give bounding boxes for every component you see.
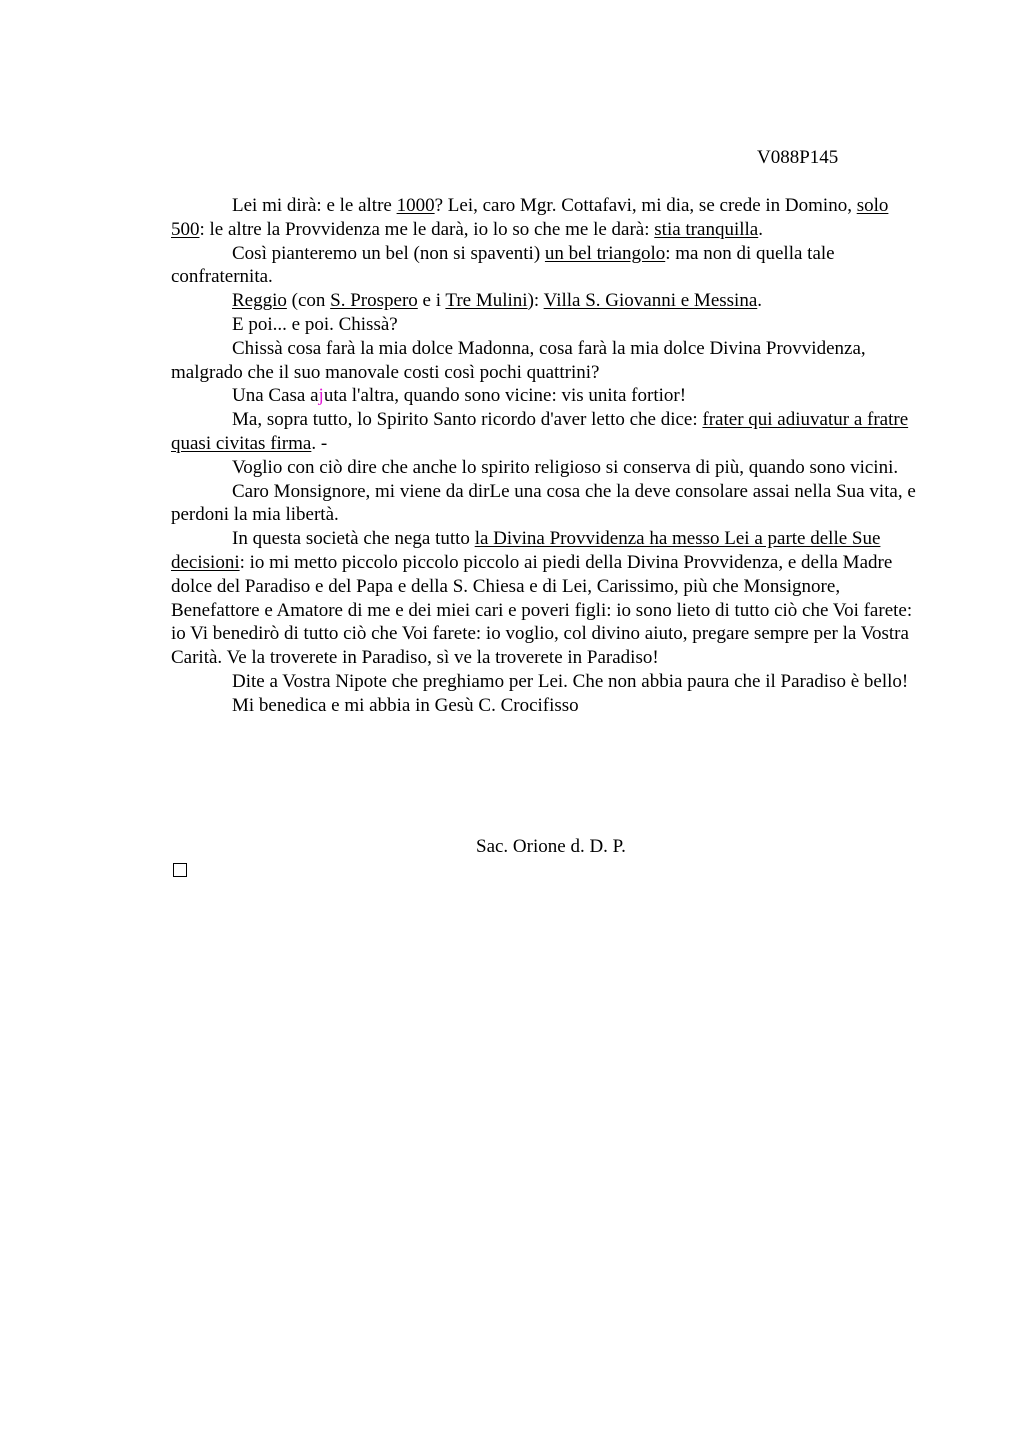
text-run: Mi benedica e mi abbia in Gesù C. Crocifisso	[232, 694, 579, 716]
underlined-text: 1000	[396, 195, 435, 216]
text-run: : ma non di quella tale confraternita.	[171, 242, 835, 288]
text-run: e i	[417, 290, 446, 312]
underlined-text: solo 500	[171, 195, 889, 240]
text-run: . -	[311, 432, 328, 454]
underlined-text: S. Prospero	[330, 290, 418, 312]
letter-body	[171, 194, 926, 718]
paragraph	[171, 670, 926, 694]
text-run: Caro Monsignore, mi viene da dirLe una cosa che la deve consolare assai nella Sua vita, e perdoni la mia libertà.	[171, 480, 916, 526]
text-run: uta l'altra, quando sono vicine: vis unita fortior!	[323, 385, 687, 407]
paragraph	[171, 384, 926, 408]
text-run: : io mi metto piccolo piccolo piccolo ai piedi della Divina Provvidenza, e della Madre dolce del Paradiso e del Papa e della S. Chiesa e di Lei, Carissimo, più che Monsignore, Benefattore e Amatore di me e dei miei cari e poveri figli: io sono lieto di tutto ciò che Voi farete: io Vi benedirò di tutto ciò che Voi farete: io voglio, col divino aiuto, pregare sempre per la Vostra Carità. Ve la troverete in Paradiso, sì ve la troverete in Paradiso!	[171, 551, 913, 669]
text-run: E poi... e poi. Chissà?	[232, 313, 398, 335]
underlined-text: la Divina Provvidenza ha messo Lei a parte delle Sue decisioni	[171, 528, 881, 573]
paragraph	[171, 480, 926, 528]
paragraph	[171, 242, 926, 290]
paragraph	[171, 337, 926, 385]
text-run: ):	[527, 290, 544, 312]
text-run: Così pianteremo un bel (non si spaventi)	[232, 242, 545, 264]
text-run: ? Lei, caro Mgr. Cottafavi, mi dia, se crede in Domino,	[434, 195, 857, 216]
paragraph	[171, 313, 926, 337]
underlined-text: un bel triangolo	[544, 242, 666, 264]
paragraph	[171, 408, 926, 456]
text-run: In questa società che nega tutto	[232, 528, 475, 550]
text-run: Chissà cosa farà la mia dolce Madonna, cosa farà la mia dolce Divina Provvidenza, malgrado che il suo manovale costi così pochi quattrini?	[171, 337, 866, 383]
text-run: (con	[286, 290, 331, 312]
paragraph	[171, 456, 926, 480]
underlined-text: Villa S. Giovanni e Messina	[543, 290, 758, 312]
text-run: Voglio con ciò dire che anche lo spirito religioso si conserva di più, quando sono vicini.	[232, 456, 899, 478]
text-run: Dite a Vostra Nipote che preghiamo per Lei. Che non abbia paura che il Paradiso è bello!	[232, 670, 909, 692]
text-run: : le altre la Provvidenza me le darà, io lo so che me le darà:	[199, 218, 655, 240]
paragraph	[171, 527, 926, 670]
underlined-text: stia tranquilla	[654, 218, 759, 240]
paragraph	[171, 194, 926, 242]
highlighted-letter: j	[318, 385, 324, 407]
paragraph	[171, 289, 926, 313]
page-reference: V088P145	[757, 147, 839, 168]
text-run: .	[758, 218, 763, 240]
text-run: Una Casa a	[232, 385, 319, 407]
text-run: .	[757, 290, 762, 312]
signature: Sac. Orione d. D. P.	[476, 836, 626, 857]
underlined-text: Tre Mulini	[445, 290, 528, 312]
underlined-text: frater qui adiuvatur a fratre quasi civitas firma	[171, 409, 909, 454]
paragraph	[171, 694, 926, 718]
empty-checkbox-glyph	[173, 863, 187, 877]
text-run: Lei mi dirà: e le altre	[232, 195, 397, 216]
text-run: Ma, sopra tutto, lo Spirito Santo ricordo d'aver letto che dice:	[232, 409, 703, 431]
underlined-text: Reggio	[232, 290, 287, 312]
